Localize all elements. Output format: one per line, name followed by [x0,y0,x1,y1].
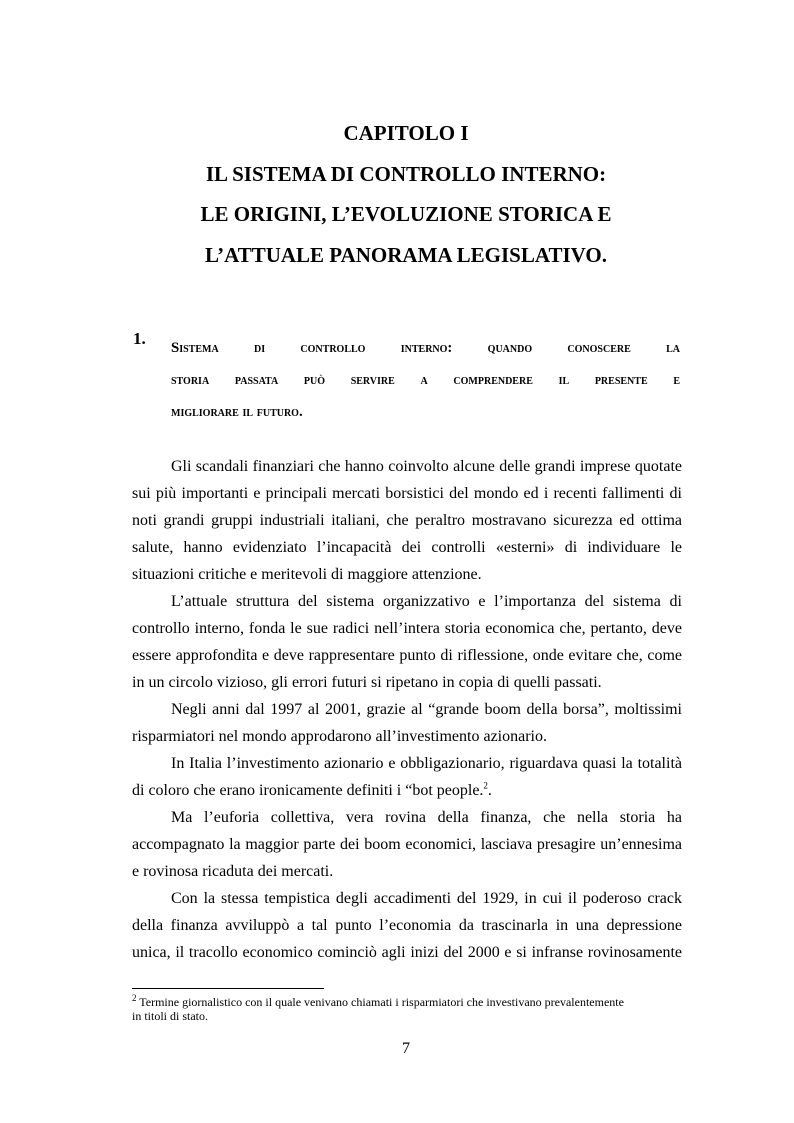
section-title [171,332,680,428]
text-line: e rovinosa ricaduta dei mercati. [132,863,334,880]
paragraph [132,885,682,966]
text-line: salute, hanno evidenziato l’incapacità dei controlli «esterni» di individuare le [132,539,682,556]
paragraph [132,588,682,696]
page-number: 7 [402,1040,410,1057]
text-line: L’attuale struttura del sistema organizzativo e l’importanza del sistema di [171,593,682,610]
footnote-divider [132,988,324,989]
text-line: controllo interno, fonda le sue radici nell’intera storia economica che, pertanto, deve [132,620,682,637]
text-line: noti grandi gruppi industriali italiani, che peraltro mostravano sicurezza ed ottima [132,512,682,529]
text-line: essere approfondita e deve rappresentare punto di riflessione, onde evitare che, come [132,647,682,664]
section-title-line: migliorare il futuro. [171,404,303,420]
text-line: Con la stessa tempistica degli accadimenti del 1929, in cui il poderoso crack [171,890,682,907]
paragraph [132,453,682,588]
footnote-reference[interactable]: 2 [483,780,488,791]
section-title-line: Sistema di controllo interno: quando conoscere la [171,340,680,356]
body-text [132,453,682,966]
section-title-line: storia passata può servire a comprendere il presente e [171,372,680,388]
text-fragment: . [487,782,492,799]
footnote-number: 2 [132,993,137,1003]
chapter-heading [0,113,794,275]
footnote-line [132,995,682,1009]
text-line: unica, il tracollo economico cominciò agli inizi del 2000 e si infranse rovinosamente [132,944,682,961]
footnote-line: in titoli di stato. [132,1009,209,1023]
chapter-title-line: L’ATTUALE PANORAMA LEGISLATIVO. [205,242,607,267]
text-line: della finanza avviluppò a tal punto l’economia da trascinarla in una depressione [132,917,682,934]
text-line: In Italia l’investimento azionario e obbligazionario, riguardava quasi la totalità [171,755,682,772]
paragraph [132,804,682,885]
chapter-title-line: LE ORIGINI, L’EVOLUZIONE STORICA E [200,202,612,226]
section-number: 1. [133,329,146,348]
text-line [132,777,682,804]
paragraph [132,696,682,750]
text-line: situazioni critiche e meritevoli di maggiore attenzione. [132,566,482,583]
text-line: in un circolo vizioso, gli errori futuri si ripetano in copia di quelli passati. [132,674,602,691]
chapter-title-line: CAPITOLO I [343,121,469,145]
footnote-text: Termine giornalistico con il quale venivano chiamati i risparmiatori che investivano prevalentemente [136,995,624,1009]
text-fragment: di coloro che erano ironicamente definiti i “bot people. [132,782,484,799]
paragraph [132,750,682,804]
text-line: Gli scandali finanziari che hanno coinvolto alcune delle grandi imprese quotate [171,458,682,475]
text-line: sui più importanti e principali mercati borsistici del mondo ed i recenti fallimenti di [132,485,682,502]
text-line: accompagnato la maggior parte dei boom economici, lasciava presagire un’ennesima [132,836,682,853]
footnote [132,995,682,1023]
text-line: Negli anni dal 1997 al 2001, grazie al “grande boom della borsa”, moltissimi [171,701,682,718]
chapter-title-line: IL SISTEMA DI CONTROLLO INTERNO: [205,161,607,186]
text-line: risparmiatori nel mondo approdarono all’investimento azionario. [132,728,547,745]
text-line: Ma l’euforia collettiva, vera rovina della finanza, che nella storia ha [171,809,682,826]
